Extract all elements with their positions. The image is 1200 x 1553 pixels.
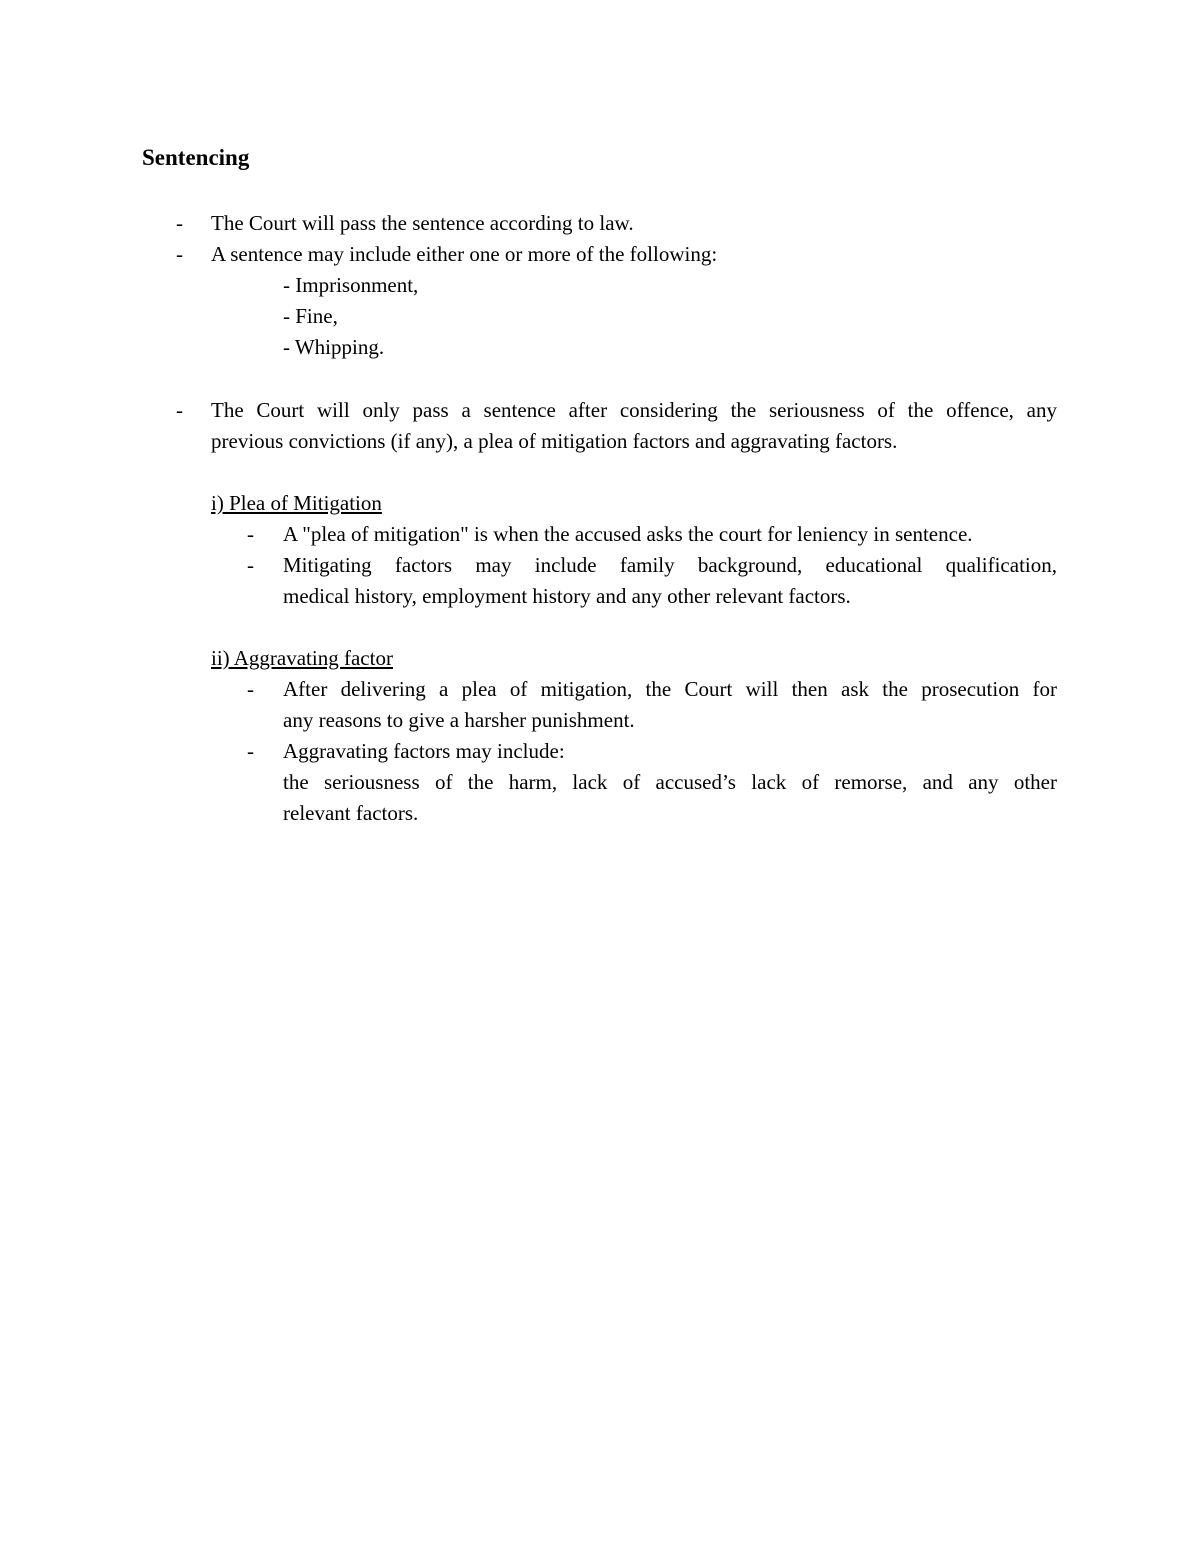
bullet-dash: - <box>176 242 183 266</box>
sentence-type-fine: - Fine, <box>283 304 338 328</box>
aggravating-item-1-line-2: any reasons to give a harsher punishment. <box>283 708 635 732</box>
mitigation-item-2-line-1: Mitigating factors may include family background, educational qualification, <box>283 553 1057 577</box>
bullet-dash: - <box>176 398 183 422</box>
mitigation-item-2-line-2: medical history, employment history and any other relevant factors. <box>283 584 851 608</box>
bullet-dash: - <box>247 677 254 701</box>
mitigation-heading: i) Plea of Mitigation <box>211 491 382 515</box>
bullet-dash: - <box>247 553 254 577</box>
sentence-type-whipping: - Whipping. <box>283 335 385 359</box>
aggravating-item-2-line-3: relevant factors. <box>283 801 419 825</box>
bullet-court-pass-sentence: The Court will pass the sentence according to law. <box>211 211 634 235</box>
bullet-dash: - <box>247 522 254 546</box>
aggravating-item-2-line-1: Aggravating factors may include: <box>283 739 565 763</box>
mitigation-item-1: A "plea of mitigation" is when the accused asks the court for leniency in sentence. <box>283 522 973 546</box>
bullet-dash: - <box>247 739 254 763</box>
consideration-line-2: previous convictions (if any), a plea of mitigation factors and aggravating factors. <box>211 429 898 453</box>
consideration-line-1: The Court will only pass a sentence after considering the seriousness of the offence, any <box>211 398 1057 422</box>
aggravating-item-2-line-2: the seriousness of the harm, lack of accused’s lack of remorse, and any other <box>283 770 1057 794</box>
page-title: Sentencing <box>142 145 250 170</box>
bullet-dash: - <box>176 211 183 235</box>
sentence-type-imprisonment: - Imprisonment, <box>283 273 419 297</box>
bullet-sentence-may-include: A sentence may include either one or more of the following: <box>211 242 718 266</box>
aggravating-heading: ii) Aggravating factor <box>211 646 393 670</box>
aggravating-item-1-line-1: After delivering a plea of mitigation, the Court will then ask the prosecution for <box>283 677 1057 701</box>
